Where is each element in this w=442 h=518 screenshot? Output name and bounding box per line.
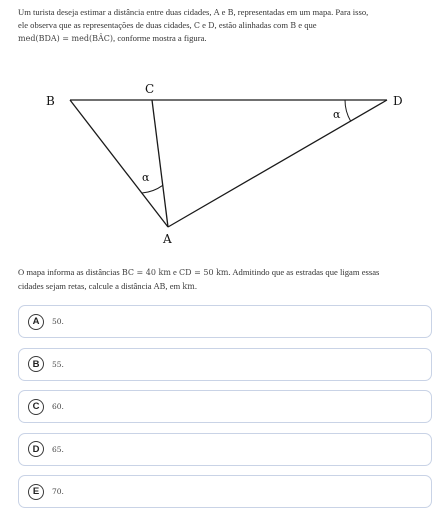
segment-ca [152, 100, 168, 227]
option-value-d: 65. [52, 444, 64, 454]
intro-text: e [219, 7, 228, 17]
option-value-e: 70. [52, 487, 64, 497]
segment-ad [168, 100, 387, 227]
prompt-text: . Admitindo que as estradas que ligam essas [228, 267, 380, 277]
angle-equality: med(BDA) = med(BÂC) [18, 34, 114, 43]
city-d-symbol: D [208, 21, 215, 30]
angle-label-a: α [142, 171, 150, 184]
option-letter-c: C [28, 399, 44, 415]
distance-cd: CD = 50 km [179, 268, 229, 277]
angle-arc-d [345, 100, 351, 121]
city-a-symbol: A [213, 8, 220, 17]
option-letter-b: B [28, 356, 44, 372]
angle-label-d: α [333, 108, 341, 121]
city-b-symbol: B [290, 21, 297, 30]
angle-arc-a [142, 185, 163, 193]
answer-options [18, 305, 432, 518]
distance-bc: BC = 40 km [121, 268, 171, 277]
option-a[interactable] [18, 305, 432, 338]
intro-text: Um turista deseja estimar a distância entre duas cidades, [18, 7, 214, 17]
option-value-c: 60. [52, 402, 64, 412]
intro-text: e [199, 20, 209, 30]
point-label-a: A [163, 232, 172, 246]
intro-text: , conforme mostra a figura. [113, 33, 207, 43]
distance-ab: AB [153, 281, 166, 291]
option-e[interactable] [18, 475, 432, 508]
intro-text: e que [296, 20, 317, 30]
question-intro [18, 6, 436, 45]
prompt-text: cidades sejam retas, calcule a distância [18, 280, 154, 291]
option-letter-a: A [28, 314, 44, 330]
option-value-b: 55. [52, 359, 64, 369]
option-d[interactable] [18, 433, 432, 466]
point-label-c: C [145, 82, 155, 96]
intro-text: , estão alinhadas com [214, 20, 291, 30]
triangle-figure [0, 70, 442, 260]
intro-text: ele observa que as representações de duas cidades, [18, 20, 194, 30]
option-letter-d: D [28, 441, 44, 457]
unit-km: km [182, 281, 195, 291]
segment-ba [70, 100, 168, 227]
prompt-text: O mapa informa as distâncias [18, 267, 122, 277]
option-b[interactable] [18, 348, 432, 381]
prompt-text: e [170, 267, 180, 277]
prompt-text: , em [165, 280, 183, 291]
triangle-diagram [0, 70, 442, 260]
city-b-symbol: B [227, 8, 234, 17]
option-letter-e: E [28, 484, 44, 500]
point-label-d: D [393, 94, 403, 108]
option-value-a: 50. [52, 317, 64, 326]
intro-text: , representadas em um mapa. Para isso, [233, 7, 369, 17]
city-c-symbol: C [193, 21, 200, 30]
prompt-text: . [194, 280, 197, 291]
point-label-b: B [46, 94, 55, 108]
option-c[interactable] [18, 390, 432, 423]
question-prompt [18, 266, 436, 293]
